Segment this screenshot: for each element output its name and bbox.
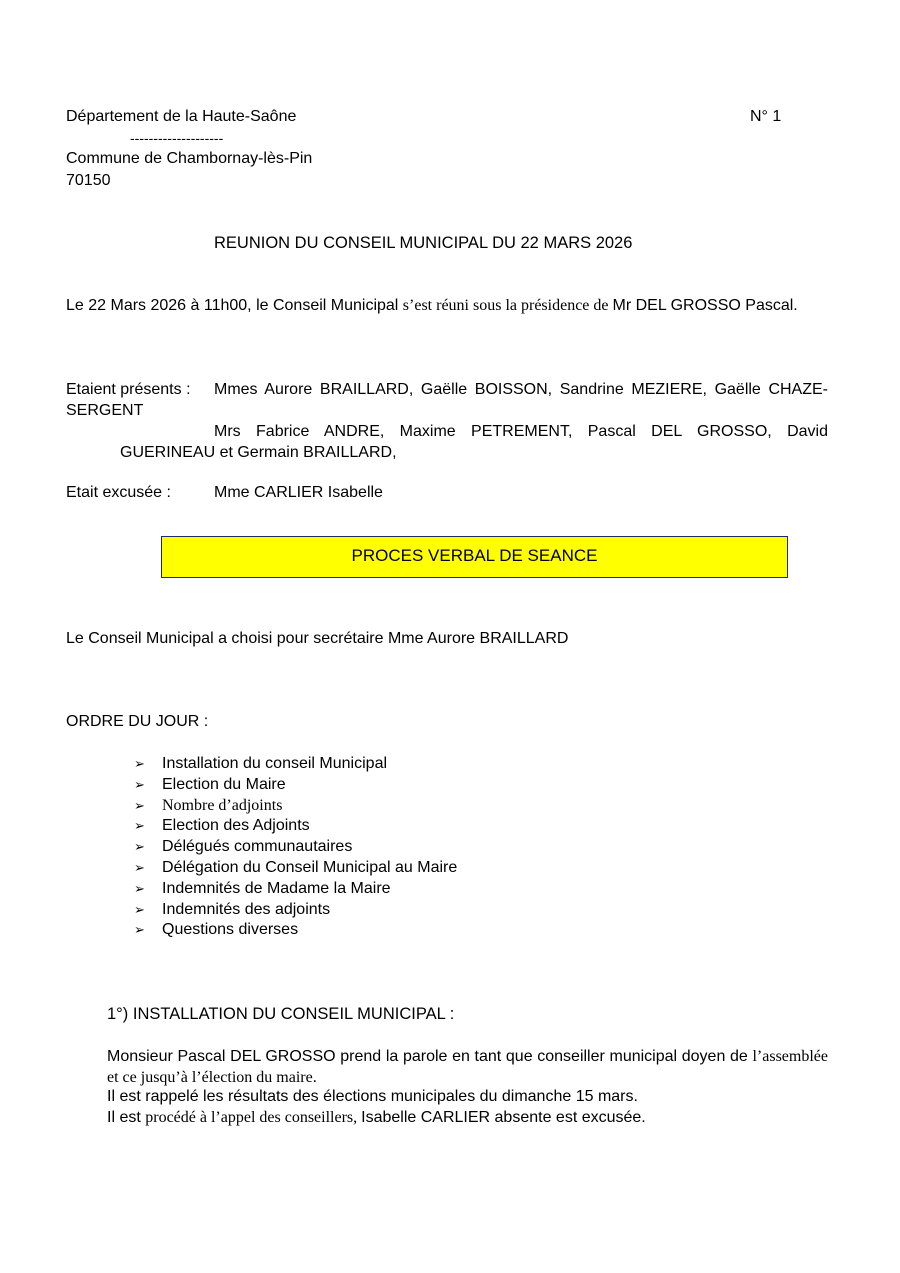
section-1-title: 1°) INSTALLATION DU CONSEIL MUNICIPAL : (107, 1005, 455, 1023)
arrow-bullet-icon: ➢ (134, 756, 145, 771)
agenda-item: ➢ Installation du conseil Municipal (134, 754, 457, 775)
agenda-item: ➢ Election du Maire (134, 775, 457, 796)
document-number: N° 1 (750, 108, 782, 125)
section-1-p1a: Monsieur Pascal DEL GROSSO prend la parole en tant que conseiller municipal doyen de (107, 1048, 753, 1065)
present-women-line (66, 379, 828, 421)
arrow-bullet-icon: ➢ (134, 839, 145, 855)
excused-name: Mme CARLIER Isabelle (214, 484, 383, 501)
arrow-bullet-icon: ➢ (134, 776, 145, 792)
arrow-bullet-icon: ➢ (134, 818, 145, 834)
arrow-bullet-icon: ➢ (134, 901, 145, 917)
arrow-bullet-icon: ➢ (134, 922, 145, 938)
intro-paragraph (66, 295, 828, 316)
present-men-line (120, 421, 828, 463)
present-women: Mmes Aurore BRAILLARD, Gaëlle BOISSON, Sandrine MEZIERE, Gaëlle CHAZE-SERGENT (66, 381, 828, 419)
postcode: 70150 (66, 172, 111, 189)
present-men: Mrs Fabrice ANDRE, Maxime PETREMENT, Pascal DEL GROSSO, David GUERINEAU et Germain BRAILLARD, (120, 423, 828, 461)
section-1-p1b: l’assemblée et ce jusqu’à l’élection du maire. (107, 1048, 828, 1086)
excused-label: Etait excusée : (66, 484, 171, 501)
arrow-bullet-icon: ➢ (134, 880, 145, 896)
department-label: Département de la Haute-Saône (66, 108, 297, 125)
arrow-bullet-icon: ➢ (134, 797, 145, 813)
agenda-item: ➢ Nombre d’adjoints (134, 796, 457, 817)
arrow-bullet-icon: ➢ (134, 859, 145, 875)
section-1-paragraph-1 (107, 1046, 828, 1088)
secretary-line: Le Conseil Municipal a choisi pour secrétaire Mme Aurore BRAILLARD (66, 630, 569, 647)
section-1-paragraph-2: Il est rappelé les résultats des élections municipales du dimanche 15 mars. (107, 1088, 638, 1105)
commune-label: Commune de Chambornay-lès-Pin (66, 150, 313, 167)
agenda-heading: ORDRE DU JOUR : (66, 713, 209, 730)
header-separator: -------------------- (130, 130, 224, 146)
agenda-item: ➢ Election des Adjoints (134, 816, 457, 837)
agenda-item: ➢ Délégués communautaires (134, 837, 457, 858)
present-label: Etaient présents : (66, 381, 191, 398)
agenda-item: ➢ Indemnités des adjoints (134, 900, 457, 921)
agenda-item: ➢ Délégation du Conseil Municipal au Maire (134, 858, 457, 879)
proces-verbal-banner: PROCES VERBAL DE SEANCE (161, 536, 788, 578)
intro-part-1: Le 22 Mars 2026 à 11h00, le Conseil Municipal (66, 297, 403, 314)
intro-part-3: Mr DEL GROSSO Pascal. (612, 297, 798, 314)
agenda-item: ➢ Indemnités de Madame la Maire (134, 879, 457, 900)
agenda-list (134, 754, 457, 941)
section-1-paragraph-3: Il est procédé à l’appel des conseillers, Isabelle CARLIER absente est excusée. (107, 1109, 646, 1126)
intro-part-2: s’est réuni sous la présidence de (402, 297, 613, 314)
meeting-title: REUNION DU CONSEIL MUNICIPAL DU 22 MARS 2026 (214, 234, 633, 252)
agenda-item: ➢ Questions diverses (134, 920, 457, 941)
